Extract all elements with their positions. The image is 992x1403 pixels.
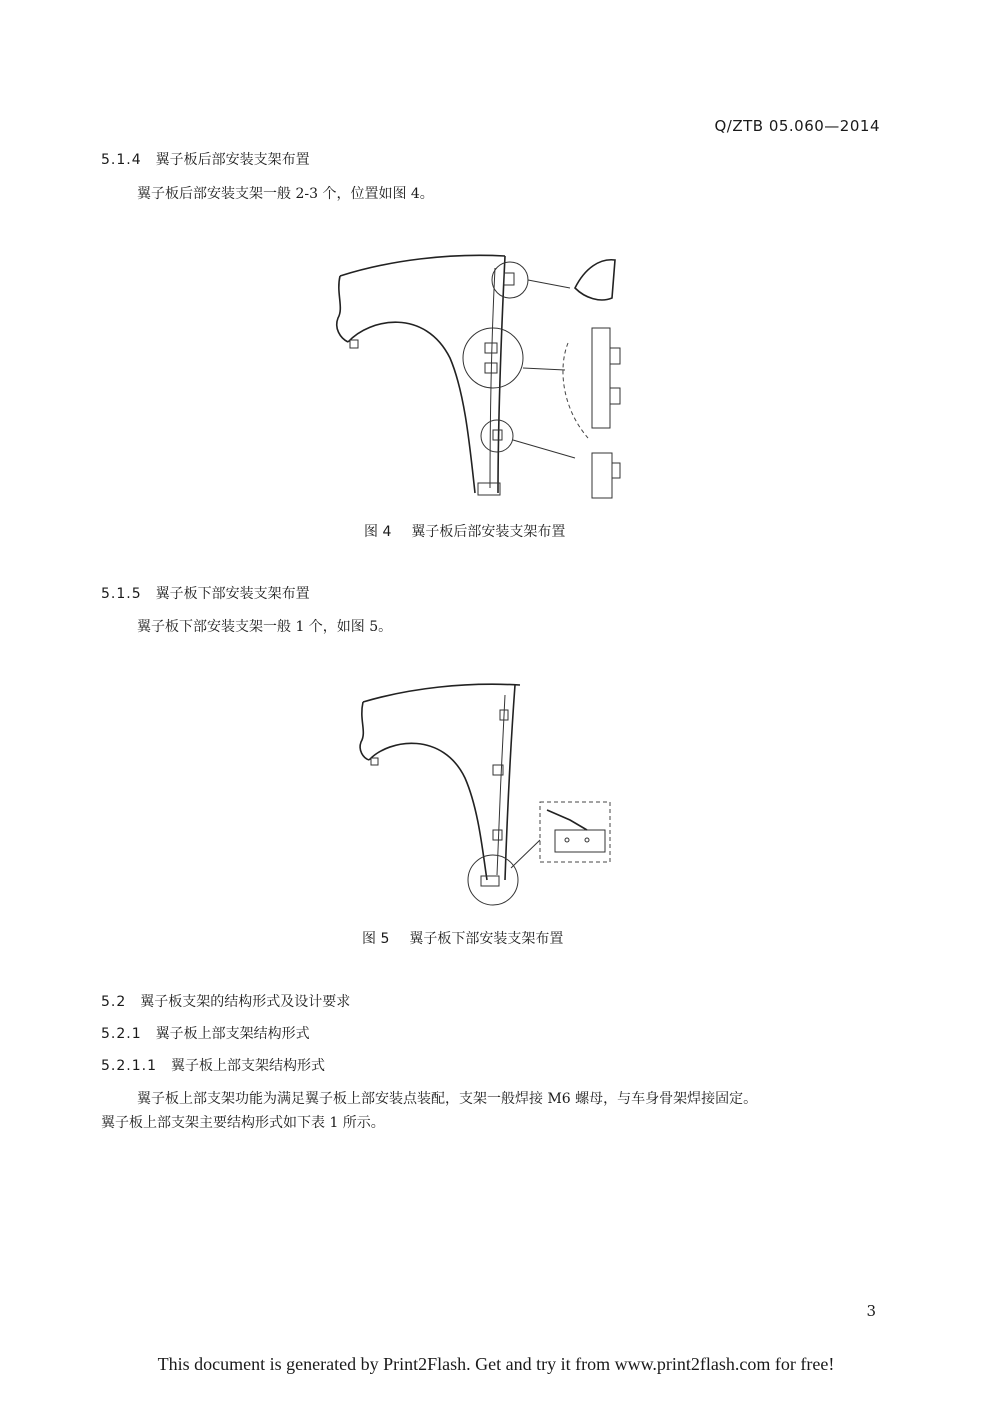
detail-circle-middle — [463, 328, 523, 388]
figure-5-drawing — [355, 680, 625, 915]
figure-label: 图 4 — [364, 524, 392, 540]
front-tab — [371, 758, 378, 765]
leader-line — [511, 840, 540, 868]
bracket-hole — [565, 838, 569, 842]
section-title: 翼子板上部支架结构形式 — [155, 1026, 310, 1042]
detail-circle-bottom — [468, 855, 518, 905]
detail-circle-top — [492, 262, 528, 298]
front-tab — [350, 340, 358, 348]
section-title: 翼子板上部支架结构形式 — [170, 1058, 325, 1074]
page-number: 3 — [866, 1302, 876, 1320]
detail-circle-bottom — [481, 420, 513, 452]
bracket-mark — [493, 830, 502, 840]
figure-label: 图 5 — [362, 931, 390, 947]
leader-line — [523, 368, 565, 370]
detail-view-middle-tab — [610, 348, 620, 364]
section-heading-5-2-1 — [101, 1023, 310, 1043]
detail-view-bottom — [592, 453, 612, 498]
fender-wheel-arch — [369, 743, 487, 880]
detail-view-middle — [592, 328, 610, 428]
detail-view-middle-tab — [610, 388, 620, 404]
bottom-bracket — [481, 876, 499, 886]
section-title: 翼子板支架的结构形式及设计要求 — [140, 994, 351, 1010]
paragraph-5-2-1-1-line-1: 翼子板上部支架功能为满足翼子板上部安装点装配，支架一般焊接 M6 螺母，与车身骨架焊接固定。 — [137, 1091, 758, 1107]
fender-top-edge — [363, 684, 520, 702]
figure-5-caption — [362, 928, 563, 948]
standard-number: Q/ZTB 05.060—2014 — [714, 117, 880, 135]
figure-4-caption — [364, 521, 565, 541]
section-heading-5-2 — [101, 991, 350, 1011]
fender-front-edge — [360, 702, 369, 760]
section-number: 5.2.1 — [101, 1026, 142, 1042]
generator-footer: This document is generated by Print2Flash. Get and try it from www.print2flash.com for free! — [157, 1354, 835, 1374]
figure-4-drawing — [330, 248, 630, 508]
detail-view-bracket — [555, 830, 605, 852]
fender-rear-edge — [498, 256, 505, 493]
detail-view-middle-outline — [563, 343, 588, 438]
bracket-mark — [493, 430, 502, 440]
section-number: 5.1.5 — [101, 586, 142, 602]
section-number: 5.1.4 — [101, 152, 142, 168]
bracket-mark — [504, 273, 514, 285]
leader-line — [528, 280, 570, 288]
paragraph-5-1-5: 翼子板下部安装支架一般 1 个，如图 5。 — [137, 619, 393, 635]
fender-rear-edge — [505, 685, 515, 880]
bracket-mark — [485, 343, 497, 353]
leader-line — [513, 440, 575, 458]
fender-flange — [490, 268, 495, 488]
section-heading-5-1-5 — [101, 583, 310, 603]
detail-view-bottom-tab — [612, 463, 620, 478]
fender-wheel-arch — [348, 322, 475, 493]
detail-view-top — [575, 260, 615, 300]
fender-flange — [497, 695, 505, 875]
paragraph-5-1-4: 翼子板后部安装支架一般 2-3 个，位置如图 4。 — [137, 186, 434, 202]
section-title: 翼子板后部安装支架布置 — [155, 152, 310, 168]
fender-front-edge — [337, 276, 348, 342]
section-number: 5.2 — [101, 994, 127, 1010]
figure-caption-text: 翼子板下部安装支架布置 — [409, 931, 564, 947]
bracket-hole — [585, 838, 589, 842]
detail-view-panel — [547, 810, 587, 830]
section-heading-5-2-1-1 — [101, 1055, 325, 1075]
section-number: 5.2.1.1 — [101, 1058, 157, 1074]
section-heading-5-1-4 — [101, 149, 310, 169]
fender-top-edge — [340, 255, 505, 276]
paragraph-5-2-1-1-line-2: 翼子板上部支架主要结构形式如下表 1 所示。 — [101, 1115, 385, 1131]
figure-caption-text: 翼子板后部安装支架布置 — [411, 524, 566, 540]
section-title: 翼子板下部安装支架布置 — [155, 586, 310, 602]
bottom-bracket — [478, 483, 500, 495]
